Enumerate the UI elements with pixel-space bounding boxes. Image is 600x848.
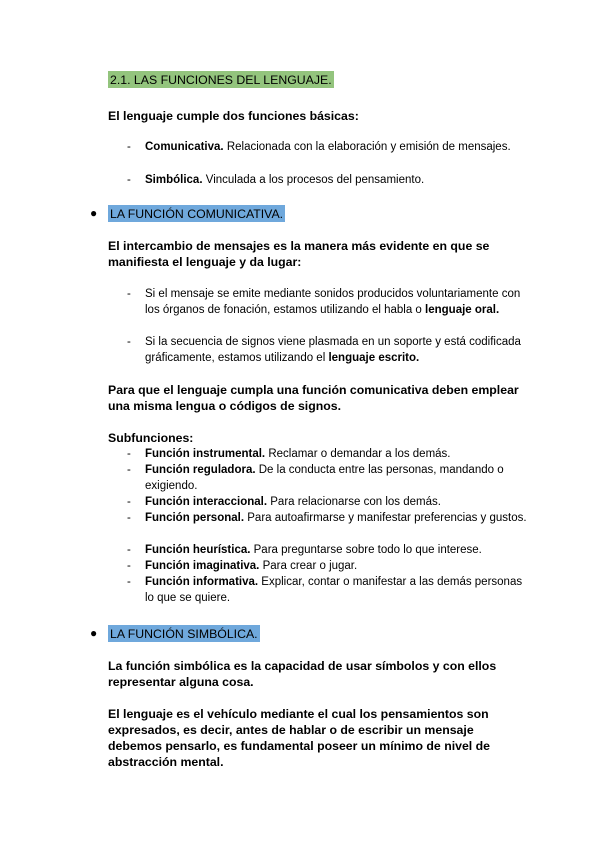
- subfunction-heuristica: Función heurística. Para preguntarse sobre todo lo que interese.: [145, 544, 482, 556]
- dash-marker: -: [127, 464, 131, 476]
- list-item-lenguaje-oral: Si el mensaje se emite mediante sonidos producidos voluntariamente con los órganos de fonación, estamos utilizando el habla o lenguaje oral.: [145, 288, 521, 316]
- dash-marker: -: [127, 512, 131, 524]
- subfunction-imaginativa: Función imaginativa. Para crear o jugar.: [145, 560, 358, 572]
- paragraph-vehiculo: El lenguaje es el vehículo mediante el cual los pensamientos son expresados, es decir, antes de hablar o de escribir un mensaje debemos pensarlo, es fundamental poseer un mínimo de nivel de abstracción mental.: [108, 707, 490, 769]
- paragraph-intercambio: El intercambio de mensajes es la manera más evidente en que se manifiesta el lenguaje y da lugar:: [108, 239, 490, 269]
- heading-comunicativa: LA FUNCIÓN COMUNICATIVA.: [110, 207, 284, 221]
- list-item-comunicativa: Comunicativa. Relacionada con la elaboración y emisión de mensajes.: [145, 141, 511, 153]
- list-item-simbolica: Simbólica. Vinculada a los procesos del pensamiento.: [145, 174, 425, 186]
- dash-marker: -: [127, 496, 131, 508]
- subfunction-informativa: Función informativa. Explicar, contar o manifestar a las demás personas lo que se quiere.: [145, 576, 523, 604]
- dash-marker: -: [127, 141, 131, 153]
- intro-paragraph: El lenguaje cumple dos funciones básicas:: [108, 109, 359, 123]
- subfunciones-label: Subfunciones:: [108, 431, 194, 445]
- paragraph-simbolica: La función simbólica es la capacidad de usar símbolos y con ellos representar alguna cosa.: [108, 659, 497, 689]
- section-title-text: 2.1. LAS FUNCIONES DEL LENGUAJE.: [110, 73, 332, 87]
- paragraph-codigos: Para que el lenguaje cumpla una función comunicativa deben emplear una misma lengua o códigos de signos.: [108, 383, 519, 413]
- subfunction-instrumental: Función instrumental. Reclamar o demandar a los demás.: [145, 448, 451, 460]
- subfunction-reguladora: Función reguladora. De la conducta entre las personas, mandando o exigiendo.: [145, 464, 504, 492]
- bullet-icon: ●: [90, 206, 98, 220]
- dash-marker: -: [127, 174, 131, 186]
- subfunction-interaccional: Función interaccional. Para relacionarse con los demás.: [145, 496, 441, 508]
- dash-marker: -: [127, 336, 131, 348]
- dash-marker: -: [127, 576, 131, 588]
- heading-simbolica: LA FUNCIÓN SIMBÓLICA.: [110, 627, 258, 641]
- section-title: [108, 72, 334, 88]
- dash-marker: -: [127, 544, 131, 556]
- subfunction-personal: Función personal. Para autoafirmarse y manifestar preferencias y gustos.: [145, 512, 527, 524]
- dash-marker: -: [127, 560, 131, 572]
- dash-marker: -: [127, 448, 131, 460]
- list-item-lenguaje-escrito: Si la secuencia de signos viene plasmada en un soporte y está codificada gráficamente, estamos utilizando el lenguaje escrito.: [145, 336, 521, 364]
- dash-marker: -: [127, 288, 131, 300]
- bullet-icon: ●: [90, 626, 98, 640]
